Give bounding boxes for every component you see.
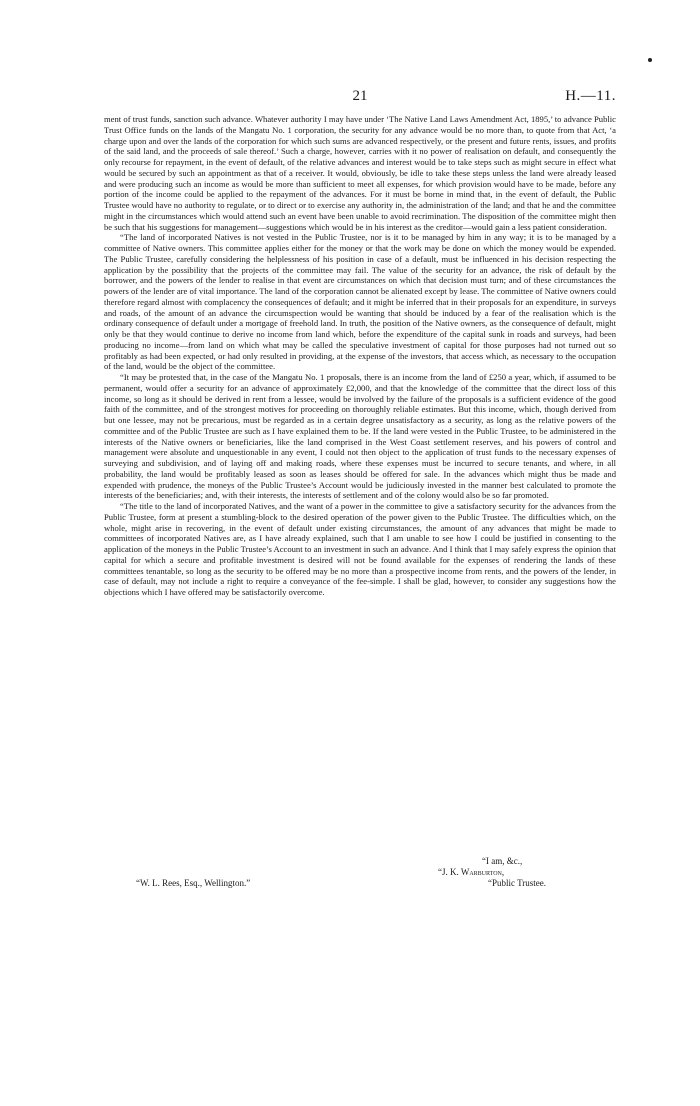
paragraph: “It may be protested that, in the case of the Mangatu No. 1 proposals, there is an income from the land of £250 a year, which, if assumed to be permanent, would offer a security for an advance of approximately £2,000, and that the knowledge of the committee that the direct loss of this income, so long as it should be derived in rent from a lessee, would be involved by the failure of the proposals is a sufficient evidence of the good faith of the committee, and of the strongest motives for proceeding on thoroughly reliable estimates. But this income, which, though derived from but one lessee, may not be precarious, must be regarded as in a certain degree unsatisfactory as a security, as long as the relative powers of the committee and of the Public Trustee are such as I have explained them to be. If the land were vested in the Public Trustee, to be administered in the interests of the Native owners or beneficiaries, like the land comprised in the West Coast settlement reserves, and his powers of control and management were absolute and unquestionable in any event, I could not then object to the application of trust funds to the necessary expenses of surveying and subdivision, and of laying off and making roads, where these expenses must be incurred to secure tenants, and where, in all probability, the land would be profitably leased as soon as leases should be offered for sale. In the advances which might thus be made and expended with prudence, the moneys of the Public Trustee’s Account would be judiciously invested in the manner best calculated to promote the interests of the beneficiaries; and, with their interests, the interests of settlement and of the colony would also be so far promoted. — [104, 372, 616, 501]
paragraph: ment of trust funds, sanction such advance. Whatever authority I may have under ‘The Native Land Laws Amendment Act, 1895,’ to advance Public Trust Office funds on the lands of the Mangatu No. 1 corporation, the security for any advance would be no more than, to quote from that Act, ‘a charge upon and over the lands of the corporation for which such sums are advanced respectively, or the present and future rents, issues, and profits of the said land, and the proceeds of sale thereof.’ Such a charge, however, carries with it no power of realisation on default, and consequently the only recourse for repayment, in the event of default, of the relative advances and interest would be to take steps such as might secure in effect what would be secured by such an appointment as that of a receiver. It would, obviously, be idle to take these steps unless the land were already leased and were producing such an income as would be more than sufficient to meet all expenses, for which provision would have to be made, before any portion of the income could be applied to the repayment of the advances. For it must be borne in mind that, in the event of default, the Public Trustee would have no authority to regulate, or to direct or to exercise any authority in, the administration of the land; and that he and the committee might in the circumstances which would attend such an event have been unable to avoid recrimination. The disposition of the committee might then be such that his suggestions for management—suggestions which would be in his interest as the creditor—would gain a less patient consideration. — [104, 114, 616, 232]
corner-mark — [648, 58, 652, 62]
paragraph: “The land of incorporated Natives is not vested in the Public Trustee, nor is it to be managed by him in any way; it is to be managed by a committee of Native owners. This committee applies either for the money or that the work may be done on which the money would be expended. The Public Trustee, carefully considering the helplessness of his position in case of a default, must be influenced in his decision respecting the application by the possibility that the projects of the committee may fail. The value of the security for an advance, the risk of default by the borrower, and the powers of the lender to realise in that event are circumstances on which that decision must turn; and of these circumstances the powers of the lender are of vital importance. The land of the corporation cannot be alienated except by lease. The committee of Native owners could therefore regard almost with complacency the consequences of default; and it might be inferred that in their proposals for an expenditure, in surveys and roads, of the amount of an advance the circumspection would be wanting that should be induced by a fear of the realisation which is the ordinary consequence of default under a mortgage of freehold land. In truth, the position of the Native owners, as the consequence of default, might only be that they would continue to derive no income from land which, before the expenditure of the capital sunk in roads and surveys, had been producing no income—from land on which what may be called the speculative investment of capital for those purposes had not turned out so profitably as had been expected, or had only resulted in providing, at the expense of the investors, that access which, as necessary to the occupation of the land, would be the object of the committee. — [104, 232, 616, 372]
letter-closing — [104, 856, 616, 916]
page-header — [104, 88, 616, 108]
paragraph: “The title to the land of incorporated Natives, and the want of a power in the committee to give a satisfactory security for the advances from the Public Trustee, form at present a stumbling-block to the desired operation of the power given to the Public Trustee. The difficulties which, on the whole, might arise in recovering, in the event of default under existing circumstances, the amount of any advances that might be made to committees of incorporated Natives are, as I have already explained, such that I am unable to see how I could be justified in consenting to the application of the moneys in the Public Trustee’s Account to an investment in such an advance. And I think that I may safely express the opinion that capital for which a secure and profitable investment is desired will not be found available for the expenses of rendering the lands of these committees tenantable, so long as the security to be offered may be no more than a prospective income from rents, and the powers of the lender, in case of default, may not include a right to require a conveyance of the fee-simple. I shall be glad, however, to consider any suggestions how the objections which I have offered may be satisfactorily overcome. — [104, 501, 616, 597]
signer-name: “J. K. Warburton, — [438, 867, 505, 877]
addressee: “W. L. Rees, Esq., Wellington.” — [136, 878, 251, 888]
closing-salutation: “I am, &c., — [482, 856, 523, 866]
body-text — [104, 114, 616, 598]
document-reference: H.—11. — [565, 88, 616, 104]
page-number: 21 — [352, 88, 368, 104]
signer-title: “Public Trustee. — [488, 878, 547, 888]
